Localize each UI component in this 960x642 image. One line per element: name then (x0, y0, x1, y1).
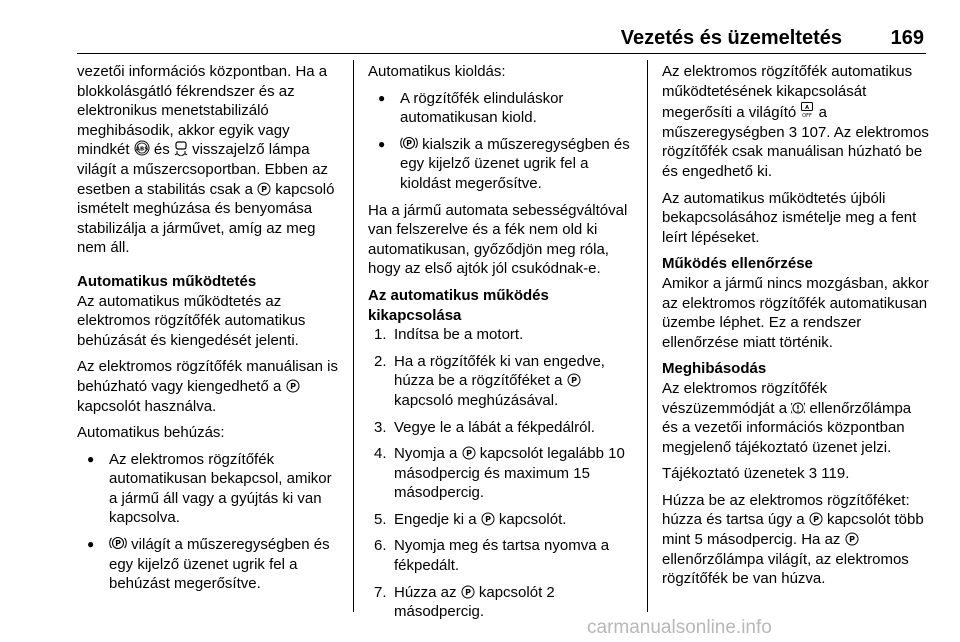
header-rule (77, 53, 926, 54)
column-1 (77, 62, 344, 601)
list-item: ● P világít a műszeregységben és egy kijelző üzenet ugrik fel a behúzást megerősítve. (77, 535, 344, 594)
brake-fault-icon (791, 401, 805, 415)
step-number: 7. (374, 583, 387, 601)
list-item: ● Az elektromos rögzítőfék automatikusan bekapcsol, amikor a jármű áll vagy a gyújtás ki van kapcsolva. (77, 450, 344, 528)
list-item: ● P kialszik a műszeregységben és egy kijelző üzenet ugrik fel a kioldást megerősítve. (368, 135, 638, 194)
column-divider (353, 60, 354, 612)
paragraph: Az elektromos rögzítőfék automatikus működtetésének kikapcsolását megerősíti a világító A OFF a műszeregységben 3 107. Az elektromos rögzítőfék csak manuálisan húzható be és engedhető ki. (662, 63, 929, 180)
paragraph: Az automatikus működtetés újbóli bekapcsolásához ismételje meg a fent leírt lépéseket. (662, 189, 917, 246)
step-item: 3. Vegye le a lábát a fékpedálról. (374, 418, 595, 436)
step-item: 6. Nyomja meg és tartsa nyomva a fékpedált. (374, 537, 610, 575)
section-heading: Automatikus működtetés (77, 272, 257, 290)
section-heading: Az automatikus működés kikapcsolása (368, 286, 549, 324)
svg-text:P: P (289, 381, 296, 391)
parking-brake-switch-icon (257, 182, 271, 196)
section-heading: Működés ellenőrzése (662, 255, 813, 273)
step-number: 4. (374, 445, 387, 463)
step-list (368, 325, 638, 622)
auto-off-indicator-icon (800, 101, 814, 119)
parking-brake-switch-icon (845, 532, 859, 546)
svg-text:A: A (805, 105, 810, 112)
page-header (0, 0, 960, 52)
step-number: 3. (374, 418, 387, 436)
paragraph: Automatikus behúzás: (77, 424, 225, 442)
paragraph: Meghibásodás Az elektromos rögzítőfék vészüzemmódját a ellenőrzőlámpa és a vezetői információs központban megjelenő tájékoztató üzenet jelzi. (662, 359, 930, 457)
bullet-list (368, 89, 638, 194)
parking-brake-switch-icon (462, 446, 476, 460)
step-item: 5. Engedje ki a P kapcsolót. (374, 510, 567, 528)
svg-text:P: P (570, 376, 577, 386)
paragraph: Automatikus működtetés Az automatikus működtetés az elektromos rögzítőfék automatikus behúzását és kiengedését jelenti. (77, 272, 344, 350)
column-2 (368, 62, 638, 629)
page-reference[interactable]: 3 119 (808, 465, 846, 483)
column-divider (647, 60, 648, 612)
svg-text:OFF: OFF (802, 113, 813, 120)
svg-text:P: ● P (115, 539, 121, 549)
step-item: 4. Nyomja a P kapcsolót legalább 10 másodpercig és maximum 15 másodpercig. (374, 445, 625, 502)
watermark: carmanualsonline.info (587, 617, 772, 638)
paragraph: Az elektromos rögzítőfék manuálisan is behúzható vagy kiengedhető a P kapcsolót használva. (77, 358, 338, 415)
parking-brake-switch-icon (481, 512, 495, 526)
step-number: 6. (374, 537, 387, 555)
header-title: Vezetés és üzemeltetés (620, 27, 842, 49)
parking-brake-switch-icon (461, 585, 475, 599)
page-reference[interactable]: 3 107 (788, 123, 827, 141)
section-heading: Meghibásodás (662, 360, 767, 378)
parking-brake-switch-icon (809, 512, 823, 526)
paragraph: Működés ellenőrzése Amikor a jármű nincs mozgásban, akkor az elektromos rögzítőfék automatikusan üzembe léphet. Ez a rendszer ellenőrzése miatt történik. (662, 255, 929, 351)
paragraph: Ha a jármű automata sebességváltóval van felszerelve és a fék nem old ki automatikusan, győződjön meg róla, hogy az első ajtók jól csukódnak-e. (368, 201, 628, 278)
svg-text:P: P (484, 514, 491, 524)
svg-text:P: P (465, 449, 472, 459)
svg-text:P: P (848, 535, 855, 545)
step-item: 1. Indítsa be a motort. (374, 326, 524, 344)
paragraph: Húzza be az elektromos rögzítőféket: húzza és tartsa úgy a P kapcsolót több mint 5 másodpercig. Ha az P ellenőrzőlámpa világít, az elektromos rögzítőfék be van húzva. (662, 491, 924, 588)
paragraph: Automatikus kioldás: (368, 63, 506, 80)
page-number: 169 (890, 27, 924, 49)
svg-text:P: P (464, 587, 471, 597)
step-number: 5. (374, 510, 387, 528)
bullet-list (77, 450, 344, 594)
paragraph: vezetői információs központban. Ha a blokkolásgátló fékrendszer és az elektronikus menetstabilizáló meghibásodik, akkor egyik vagy mindkét ABS és visszajelző lámpa világít a műszercsoportban. Ebben az esetben a stabilitás csak a P kapcsoló ismételt meghúzása és benyomása stabilizálja a járművet, amíg az meg nem áll. (77, 63, 335, 257)
svg-text:P: P (261, 184, 268, 194)
parking-brake-switch-icon (286, 379, 300, 393)
step-item: 7. Húzza az P kapcsolót 2 másodpercig. (374, 583, 555, 621)
esc-warning-icon (174, 140, 188, 156)
paragraph: Tájékoztató üzenetek 3 119. (662, 465, 850, 483)
step-number: 1. (374, 326, 387, 344)
list-item: ● A rögzítőfék elinduláskor automatikusan kiold. (368, 89, 638, 128)
step-number: 2. (374, 352, 387, 370)
abs-warning-icon (134, 140, 150, 156)
svg-text:P: P (812, 515, 819, 525)
column-3 (662, 62, 930, 596)
svg-text:P: ● P (406, 138, 412, 148)
step-item: 2. Ha a rögzítőfék ki van engedve, húzza be a rögzítőféket a P kapcsoló meghúzásával. (374, 352, 605, 409)
parking-light-icon (109, 535, 127, 551)
parking-brake-switch-icon (567, 373, 581, 387)
svg-text:ABS: ABS (135, 146, 148, 153)
parking-light-icon (400, 135, 418, 151)
